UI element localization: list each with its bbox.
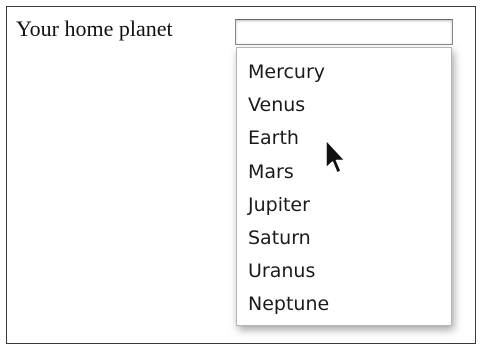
option-saturn[interactable]: Saturn bbox=[248, 226, 311, 249]
option-venus[interactable]: Venus bbox=[248, 94, 306, 117]
option-uranus[interactable]: Uranus bbox=[248, 260, 316, 283]
option-neptune[interactable]: Neptune bbox=[248, 293, 330, 316]
option-earth[interactable]: Earth bbox=[248, 127, 299, 150]
home-planet-label: Your home planet bbox=[16, 16, 173, 41]
option-mercury[interactable]: Mercury bbox=[248, 61, 326, 83]
home-planet-input[interactable] bbox=[235, 19, 453, 45]
planet-dropdown-list bbox=[236, 47, 452, 326]
option-mars[interactable]: Mars bbox=[248, 160, 294, 183]
option-jupiter[interactable]: Jupiter bbox=[248, 193, 310, 216]
